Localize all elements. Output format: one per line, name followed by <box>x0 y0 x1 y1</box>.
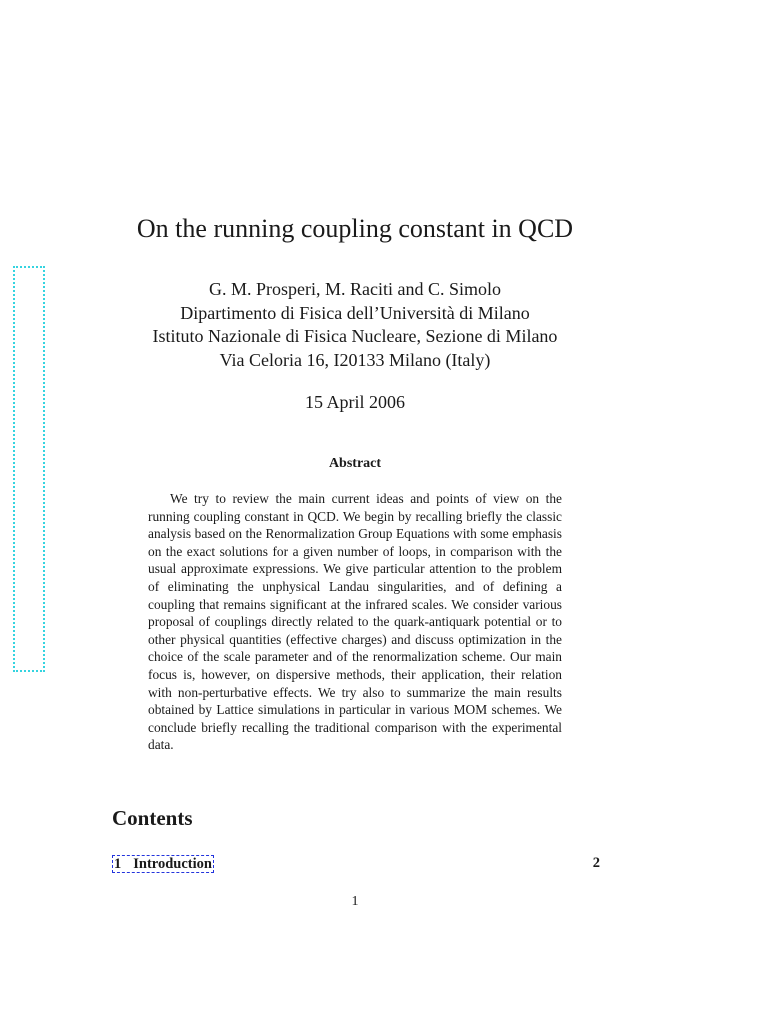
paper-date: 15 April 2006 <box>304 392 405 412</box>
abstract-text: We try to review the main current ideas and points of view on the running coupling constant in QCD. We begin by recalling briefly the classic analysis based on the Renormalization Group Equations with some emphasis on the exact solutions for a given number of loops, in comparison with the usual approximate expressions. We give particular attention to the problem of eliminating the unphysical Landau singularities, and of defining a coupling that remains significant at the infrared scales. We consider various proposal of couplings directly related to the quark-antiquark potential or to other physical quantities (effective charges) and discuss optimization in the choice of the scale parameter and of the renormalization scheme. Our main focus is, however, on dispersive methods, their application, their relation with non-perturbative effects. We try also to summarize the main results obtained by Lattice simulations in particular in various MOM schemes. We conclude briefly recalling the traditional comparison with the experimental data. <box>148 491 562 753</box>
affiliation-department: Dipartimento di Fisica dell’Università di Milano <box>180 302 530 323</box>
author-names: G. M. Prosperi, M. Raciti and C. Simolo <box>209 279 501 299</box>
toc-page-number: 2 <box>592 855 600 871</box>
abstract-heading: Abstract <box>328 456 382 471</box>
author-block <box>0 278 710 372</box>
affiliation-address: Via Celoria 16, I20133 Milano (Italy) <box>219 349 491 370</box>
paper-title: On the running coupling constant in QCD <box>136 214 574 243</box>
toc-section-number: 1 <box>114 856 122 872</box>
page-number: 1 <box>351 894 359 909</box>
toc-entry <box>112 855 600 873</box>
toc-link-introduction[interactable] <box>112 855 214 873</box>
contents-heading: Contents <box>112 806 193 830</box>
affiliation-institute: Istituto Nazionale di Fisica Nucleare, Sezione di Milano <box>152 326 558 346</box>
toc-section-label: Introduction <box>133 856 212 872</box>
